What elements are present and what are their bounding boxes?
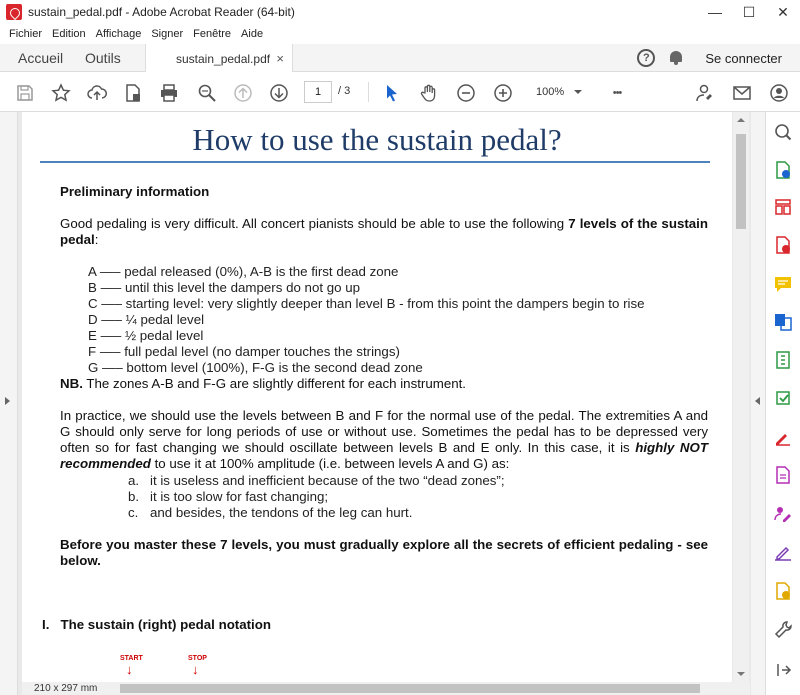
chevron-left-icon	[755, 397, 760, 405]
select-cursor-icon[interactable]	[381, 82, 403, 104]
list-item: E —– ½ pedal level	[88, 328, 204, 343]
title-divider	[40, 161, 710, 163]
master-paragraph: Before you master these 7 levels, you must gradually explore all the secrets of efficient pedaling - see below.	[60, 537, 708, 568]
stop-arrow-icon: ↓	[192, 662, 199, 677]
zoom-in-icon[interactable]	[492, 82, 514, 104]
intro-paragraph	[60, 216, 708, 248]
left-panel-toggle[interactable]	[0, 112, 18, 695]
intro-end: :	[94, 232, 99, 247]
previous-page-icon[interactable]	[232, 82, 254, 104]
scroll-up-icon[interactable]	[737, 118, 745, 122]
practice-end: to use it at 100% amplitude (i.e. between levels A and G) as:	[150, 456, 510, 471]
list-item: b. it is too slow for fast changing;	[128, 489, 329, 504]
practice-paragraph	[60, 408, 708, 472]
send-for-review-icon[interactable]	[773, 581, 793, 601]
nb-note	[60, 376, 708, 392]
tools-panel	[765, 112, 800, 695]
horizontal-scrollbar[interactable]	[100, 682, 750, 695]
comment-icon[interactable]	[773, 274, 793, 294]
menu-help[interactable]: Aide	[241, 28, 264, 40]
list-item: G —– bottom level (100%), F-G is the second dead zone	[88, 360, 423, 375]
menu-bar	[0, 24, 800, 44]
search-panel-icon[interactable]	[773, 122, 793, 142]
add-user-icon[interactable]	[768, 82, 790, 104]
scroll-down-icon[interactable]	[737, 672, 745, 676]
levels-list	[88, 264, 645, 376]
tab-document[interactable]	[145, 44, 293, 73]
page-total: / 3	[338, 85, 351, 97]
menu-file[interactable]: Fichier	[9, 28, 43, 40]
combine-files-icon[interactable]	[773, 312, 793, 332]
share-link-icon[interactable]	[694, 82, 716, 104]
fill-sign-icon[interactable]	[773, 427, 793, 447]
start-arrow-icon: ↓	[126, 662, 133, 677]
preliminary-heading: Preliminary information	[60, 184, 210, 199]
hand-tool-icon[interactable]	[418, 82, 440, 104]
menu-view[interactable]: Affichage	[95, 28, 142, 40]
page-size-indicator: 210 x 297 mm	[22, 682, 100, 695]
minimize-button[interactable]: —	[708, 4, 722, 20]
more-tools-wrench-icon[interactable]	[773, 620, 793, 640]
title-bar	[0, 0, 800, 24]
stop-label: STOP	[188, 655, 207, 662]
close-window-button[interactable]: ✕	[777, 3, 789, 20]
vertical-scrollbar[interactable]	[733, 112, 749, 682]
section-heading: I. The sustain (right) pedal notation	[42, 617, 272, 632]
next-page-icon[interactable]	[268, 82, 290, 104]
list-item: D —– ¼ pedal level	[88, 312, 205, 327]
tab-home[interactable]: Accueil	[18, 50, 64, 66]
list-item: C —– starting level: very slightly deeper than level B - from this point the dampers begin to rise	[88, 296, 645, 311]
page-number-input[interactable]: 1	[304, 81, 332, 103]
menu-edit[interactable]: Edition	[52, 28, 86, 40]
collapse-panel-icon[interactable]	[773, 660, 793, 680]
acrobat-icon	[6, 4, 22, 20]
window-title: sustain_pedal.pdf - Adobe Acrobat Reader (64-bit)	[28, 5, 295, 19]
tab-bar	[0, 44, 800, 72]
signin-button[interactable]: Se connecter	[705, 50, 782, 66]
email-icon[interactable]	[731, 82, 753, 104]
create-pdf-panel-icon[interactable]	[773, 235, 793, 255]
save-icon[interactable]	[14, 82, 36, 104]
request-signature-icon[interactable]	[773, 504, 793, 524]
list-item: F —– full pedal level (no damper touches the strings)	[88, 344, 400, 359]
chevron-down-icon	[574, 90, 582, 94]
pdf-page	[22, 112, 732, 682]
chevron-right-icon	[5, 397, 10, 405]
start-label: START	[120, 655, 143, 662]
more-tools-icon[interactable]: •••	[612, 87, 622, 99]
help-icon[interactable]: ?	[637, 49, 655, 67]
list-item: c. and besides, the tendons of the leg can hurt.	[128, 505, 413, 520]
tab-tools[interactable]: Outils	[85, 50, 121, 66]
nb-label: NB.	[60, 376, 83, 391]
menu-sign[interactable]: Signer	[151, 28, 184, 40]
create-pdf-icon[interactable]	[122, 82, 144, 104]
nb-text: The zones A-B and F-G are slightly different for each instrument.	[82, 376, 466, 391]
practice-bold: highly NOT recommended	[60, 440, 708, 471]
scroll-thumb[interactable]	[736, 134, 746, 229]
list-item: A —– pedal released (0%), A-B is the first dead zone	[88, 264, 399, 279]
intro-bold: 7 levels of the sustain pedal	[60, 216, 708, 247]
upload-cloud-icon[interactable]	[86, 82, 108, 104]
bookmark-star-icon[interactable]	[50, 82, 72, 104]
list-item: B —– until this level the dampers do not go up	[88, 280, 361, 295]
search-zoom-icon[interactable]	[196, 82, 218, 104]
tab-document-label: sustain_pedal.pdf	[176, 51, 271, 66]
compress-pdf-icon[interactable]	[773, 350, 793, 370]
zoom-select[interactable]	[528, 81, 588, 103]
right-panel-toggle[interactable]	[751, 112, 765, 695]
reasons-list	[128, 473, 505, 521]
bell-icon[interactable]	[669, 50, 683, 66]
zoom-out-icon[interactable]	[455, 82, 477, 104]
list-item: a. it is useless and inefficient because of the two “dead zones”;	[128, 473, 505, 488]
maximize-button[interactable]: ☐	[742, 3, 756, 20]
menu-window[interactable]: Fenêtre	[193, 28, 232, 40]
hscroll-thumb[interactable]	[120, 684, 700, 693]
protect-pdf-icon[interactable]	[773, 465, 793, 485]
zoom-value: 100%	[536, 86, 565, 98]
sign-icon[interactable]	[773, 542, 793, 562]
print-icon[interactable]	[158, 82, 180, 104]
edit-pdf-icon[interactable]	[773, 388, 793, 408]
organize-pages-icon[interactable]	[773, 197, 793, 217]
intro-text: Good pedaling is very difficult. All concert pianists should be able to use the following	[60, 216, 569, 231]
toolbar	[0, 72, 800, 112]
export-pdf-icon[interactable]	[773, 160, 793, 180]
document-title: How to use the sustain pedal?	[192, 122, 562, 157]
practice-text: In practice, we should use the levels between B and F for the normal use of the pedal. The extremities A and G should only serve for long periods of use or without use. Sometimes the pedal has to be depressed very often so for fast changing we should oscillate between levels B and E only. In this case, it is	[60, 408, 708, 455]
close-tab-icon[interactable]: ×	[276, 51, 284, 66]
